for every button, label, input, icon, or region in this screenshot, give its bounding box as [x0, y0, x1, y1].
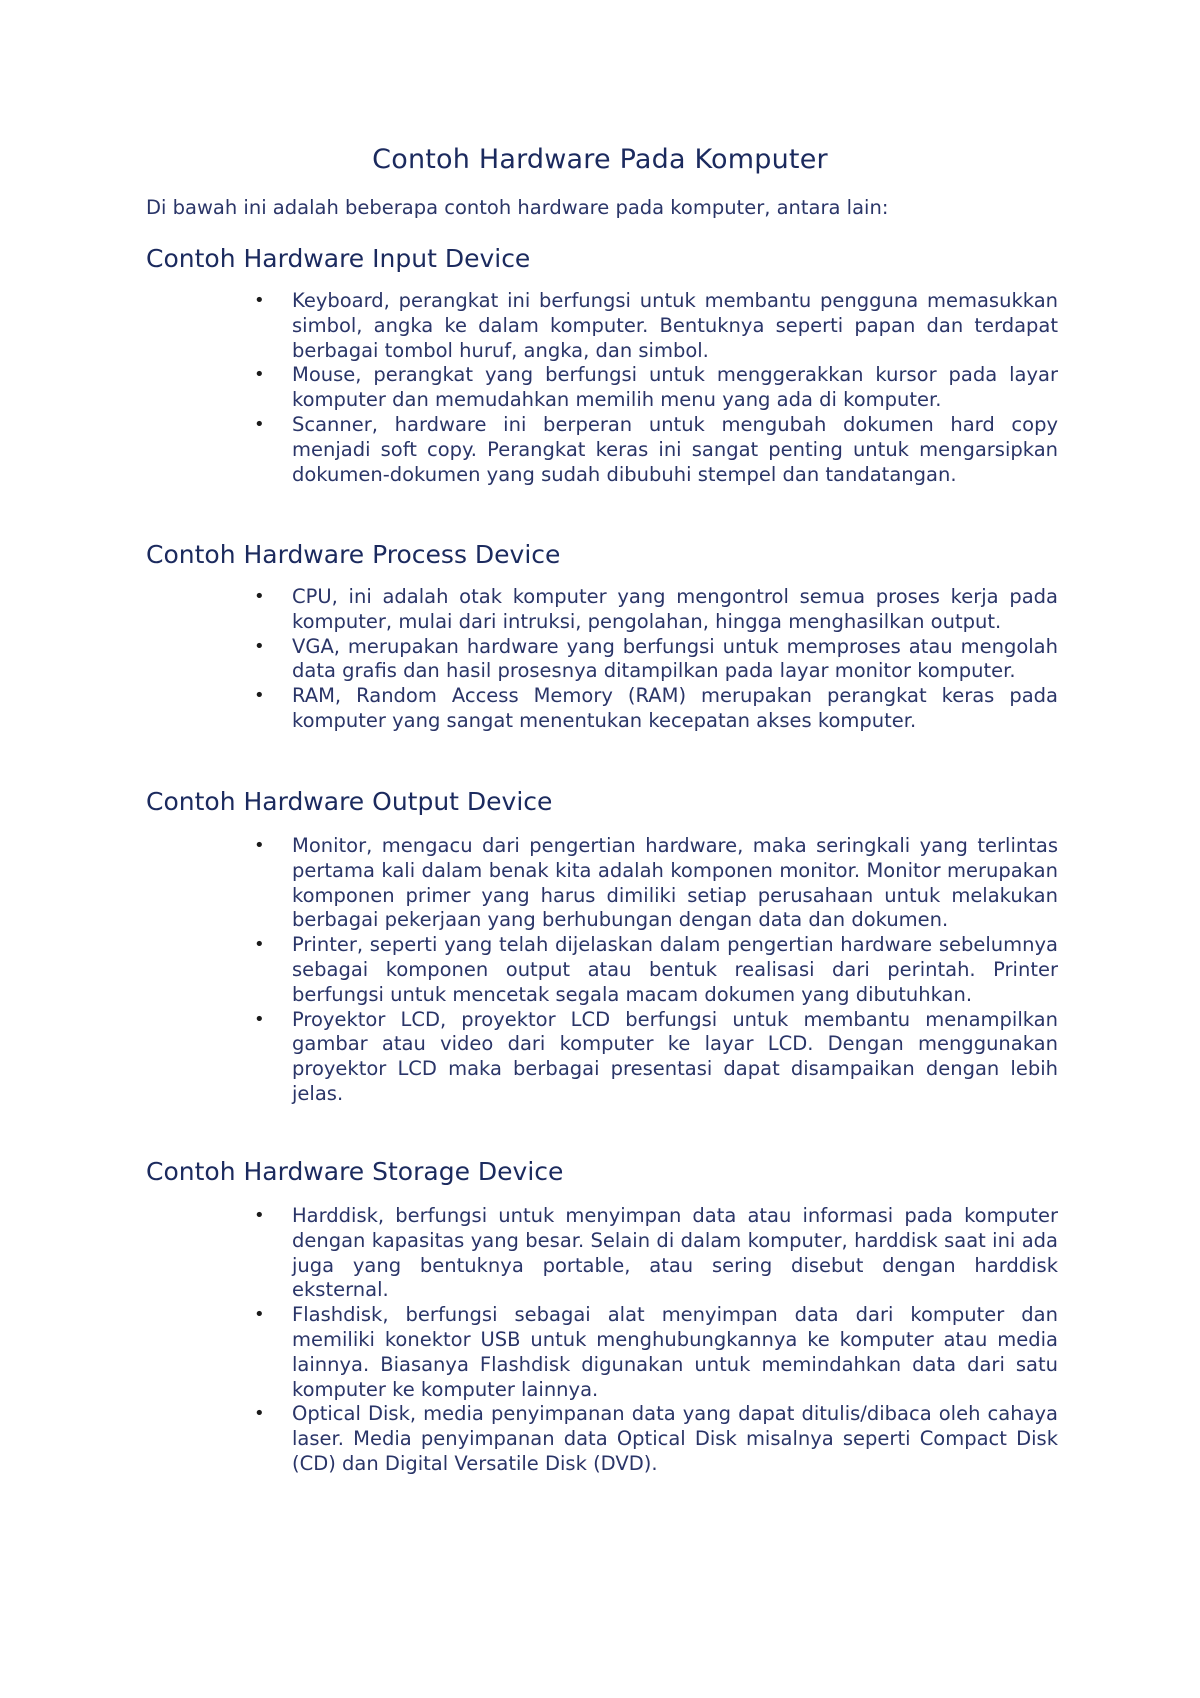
list-item	[254, 634, 1058, 685]
list-item	[254, 585, 1058, 635]
list-item	[254, 1204, 1058, 1303]
bullet-list	[146, 1204, 1066, 1477]
bullet-icon: •	[254, 364, 265, 386]
section-heading: Contoh Hardware Output Device	[146, 787, 553, 816]
bullet-icon: •	[254, 1205, 265, 1226]
list-item	[254, 289, 1058, 363]
list-item-text: Proyektor LCD, proyektor LCD berfungsi untuk membantu menampilkan gambar atau video dari komputer ke layar LCD. Dengan menggunakan proyektor LCD maka berbagai presentasi dapat disampaikan dengan lebih jelas.	[292, 1007, 1058, 1105]
list-item-text: Flashdisk, berfungsi sebagai alat menyimpan data dari komputer dan memiliki konektor USB untuk menghubungkannya ke komputer atau media lainnya. Biasanya Flashdisk digunakan untuk memindahkan data dari satu komputer ke komputer lainnya.	[292, 1303, 1058, 1401]
bullet-icon: •	[254, 1304, 265, 1326]
list-item-text: Optical Disk, media penyimpanan data yang dapat ditulis/dibaca oleh cahaya laser. Media penyimpanan data Optical Disk misalnya seperti Compact Disk (CD) dan Digital Versatile Disk (DVD).	[292, 1402, 1058, 1475]
section-process-device	[146, 539, 1066, 734]
bullet-icon: •	[254, 290, 265, 311]
list-item-text: Mouse, perangkat yang berfungsi untuk menggerakkan kursor pada layar komputer dan memudahkan memilih menu yang ada di komputer.	[292, 363, 1058, 412]
section-input-device	[146, 243, 1066, 487]
bullet-icon: •	[254, 413, 265, 435]
list-item	[254, 363, 1058, 413]
section-output-device	[146, 786, 1066, 1107]
bullet-icon: •	[254, 685, 265, 707]
list-item-text: CPU, ini adalah otak komputer yang mengontrol semua proses kerja pada komputer, mulai dari intruksi, pengolahan, hingga menghasilkan output.	[292, 585, 1058, 633]
section-heading: Contoh Hardware Storage Device	[146, 1157, 564, 1186]
bullet-icon: •	[254, 1008, 265, 1030]
list-item-text: Printer, seperti yang telah dijelaskan dalam pengertian hardware sebelumnya sebagai komponen output atau bentuk realisasi dari perintah. Printer berfungsi untuk mencetak segala macam dokumen yang dibutuhkan.	[292, 933, 1058, 1006]
list-item	[254, 412, 1058, 487]
bullet-icon: •	[254, 835, 265, 856]
list-item-text: Harddisk, berfungsi untuk menyimpan data atau informasi pada komputer dengan kapasitas yang besar. Selain di dalam komputer, harddisk saat ini ada juga yang bentuknya portable, atau sering disebut dengan harddisk eksternal.	[292, 1204, 1058, 1302]
bullet-list	[146, 585, 1066, 734]
intro-paragraph: Di bawah ini adalah beberapa contoh hardware pada komputer, antara lain:	[146, 196, 889, 219]
bullet-icon: •	[254, 934, 265, 956]
list-item-text: Keyboard, perangkat ini berfungsi untuk membantu pengguna memasukkan simbol, angka ke dalam komputer. Bentuknya seperti papan dan terdapat berbagai tombol huruf, angka, dan simbol.	[292, 289, 1058, 362]
list-item	[254, 1303, 1058, 1402]
section-storage-device	[146, 1156, 1066, 1477]
list-item	[254, 933, 1058, 1007]
bullet-list	[146, 834, 1066, 1107]
bullet-icon: •	[254, 586, 265, 607]
section-heading: Contoh Hardware Input Device	[146, 244, 531, 273]
list-item	[254, 684, 1058, 734]
bullet-icon: •	[254, 635, 265, 657]
list-item-text: RAM, Random Access Memory (RAM) merupakan perangkat keras pada komputer yang sangat menentukan kecepatan akses komputer.	[292, 684, 1058, 732]
section-heading: Contoh Hardware Process Device	[146, 540, 561, 569]
list-item	[254, 1402, 1058, 1476]
list-item	[254, 834, 1058, 933]
bullet-icon: •	[254, 1403, 265, 1425]
list-item-text: VGA, merupakan hardware yang berfungsi untuk memproses atau mengolah data grafis dan hasil prosesnya ditampilkan pada layar monitor komputer.	[292, 634, 1058, 683]
bullet-list	[146, 289, 1066, 487]
list-item	[254, 1007, 1058, 1107]
list-item-text: Monitor, mengacu dari pengertian hardware, maka seringkali yang terlintas pertama kali dalam benak kita adalah komponen monitor. Monitor merupakan komponen primer yang harus dimiliki setiap perusahaan untuk melakukan berbagai pekerjaan yang berhubungan dengan data dan dokumen.	[292, 834, 1058, 932]
list-item-text: Scanner, hardware ini berperan untuk mengubah dokumen hard copy menjadi soft copy. Perangkat keras ini sangat penting untuk mengarsipkan dokumen-dokumen yang sudah dibubuhi stempel dan tandatangan.	[292, 412, 1058, 486]
document-title: Contoh Hardware Pada Komputer	[372, 144, 828, 175]
